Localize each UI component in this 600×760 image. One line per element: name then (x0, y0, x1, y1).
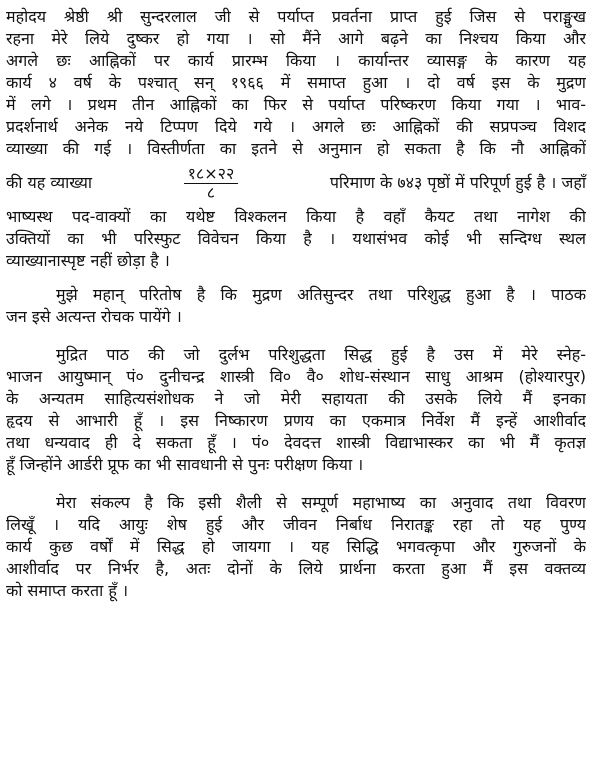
text-line: मेरा संकल्प है कि इसी शैली से सम्पूर्ण महाभाष्य का अनुवाद तथा विवरण (56, 493, 586, 512)
text-line: रहना मेरे लिये दुष्कर हो गया । सो मैंने आगे बढ़ने का निश्चय किया और (6, 29, 586, 48)
text-line: जन इसे अत्यन्त रोचक पायेंगे । (6, 307, 182, 326)
text-line: अगले छः आह्निकों पर कार्य प्रारम्भ किया । कार्यान्तर व्यासङ्ग के कारण यह (6, 51, 586, 70)
text-line: व्याख्या की गई । विस्तीर्णता का इतने से अनुमान हो सकता है कि नौ आह्निकों (6, 139, 586, 158)
text-line: कार्य कुछ वर्षों में सिद्ध हो जायगा । यह सिद्धि भगवत्कृपा और गुरुजनों के (6, 537, 586, 556)
fraction (184, 165, 239, 202)
text-line: लिखूँ । यदि आयुः शेष हुई और जीवन निर्बाध निरातङ्क रहा तो यह पुण्य (6, 515, 586, 534)
text-line: तथा धन्यवाद ही दे सकता हूँ । पं० देवदत्त शास्त्री विद्याभास्कर का भी मैं कृतज्ञ (6, 433, 586, 452)
text-line: महोदय श्रेष्ठी श्री सुन्दरलाल जी से पर्याप्त प्रवर्तना प्राप्त हुई जिस से पराङ्मुख (6, 7, 586, 26)
text-line: हृदय से आभारी हूँ । इस निष्कारण प्रणय का एकमात्र निर्वेश मैं इन्हें आशीर्वाद (6, 411, 586, 430)
fraction-text-line (6, 160, 586, 206)
text-line: कार्य ४ वर्ष के पश्चात् सन् १९६६ में समाप्त हुआ । दो वर्ष इस के मुद्रण (6, 73, 586, 92)
text-line: आशीर्वाद पर निर्भर है, अतः दोनों के लिये प्रार्थना करता हुआ मैं इस वक्तव्य (6, 559, 586, 578)
paragraph-3 (6, 344, 586, 476)
text-line: मुझे महान् परितोष है कि मुद्रण अतिसुन्दर तथा परिशुद्ध हुआ है । पाठक (56, 285, 586, 304)
paragraph-1 (6, 6, 586, 272)
text-line: हूँ जिन्होंने आर्डरी प्रूफ का भी सावधानी से पुनः परीक्षण किया । (6, 455, 364, 474)
text-line: प्रदर्शनार्थ अनेक नये टिप्पण दिये गये । अगले छः आह्निकों की सप्रपञ्च विशद (6, 117, 586, 136)
text-line: व्याख्यानास्पृष्ट नहीं छोड़ा है । (6, 251, 170, 270)
fraction-line-before: की यह व्याख्या (6, 173, 93, 192)
fraction-line-after: परिमाण के ७४३ पृष्ठों में परिपूर्ण हुई है । जहाँ (329, 173, 586, 192)
text-line: भाष्यस्थ पद-वाक्यों का यथेष्ट विश्कलन किया है वहाँ कैयट तथा नागेश की (6, 207, 586, 226)
text-line: को समाप्त करता हूँ । (6, 581, 129, 600)
text-line: में लगे । प्रथम तीन आह्निकों का फिर से पर्याप्त परिष्करण किया गया । भाव- (6, 95, 586, 114)
text-line: मुद्रित पाठ की जो दुर्लभ परिशुद्धता सिद्ध हुई है उस में मेरे स्नेह- (56, 345, 586, 364)
text-line: उक्तियों का भी परिस्फुट विवेचन किया है । यथासंभव कोई भी सन्दिग्ध स्थल (6, 229, 586, 248)
paragraph-4 (6, 492, 586, 602)
text-line: भाजन आयुष्मान् पं० दुनीचन्द्र शास्त्री वि० वै० शोध-संस्थान साधु आश्रम (होश्यारपुर) (6, 367, 586, 386)
fraction-denominator: ८ (206, 182, 216, 202)
fraction-numerator: १८×२२ (184, 165, 239, 184)
paragraph-2 (6, 284, 586, 328)
text-line: के अन्यतम साहित्यसंशोधक ने जो मेरी सहायता की उसके लिये मैं इनका (6, 389, 586, 408)
